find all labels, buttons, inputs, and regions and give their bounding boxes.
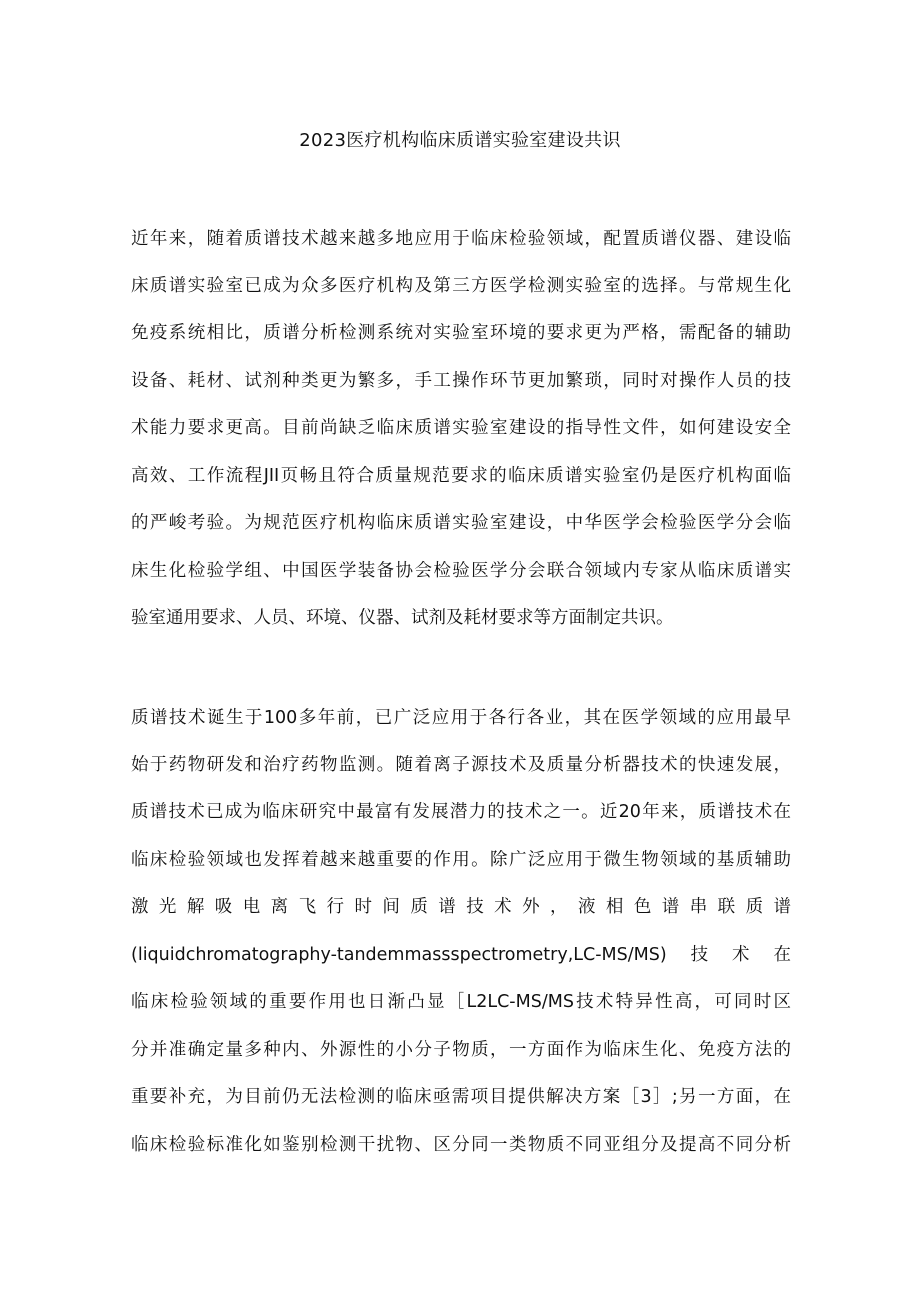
paragraph-2-line: 临床检验领域也发挥着越来越重要的作用。除广泛应用于微生物领域的基质辅助 (131, 850, 791, 870)
paragraph-2-line: 始于药物研发和治疗药物监测。随着离子源技术及质量分析器技术的快速发展， (131, 755, 791, 775)
paragraph-2-line: 分并准确定量多种内、外源性的小分子物质，一方面作为临床生化、免疫方法的 (131, 1040, 791, 1060)
document-title: 2023医疗机构临床质谱实验室建设共识 (299, 130, 621, 151)
paragraph-1-line: 床质谱实验室已成为众多医疗机构及第三方医学检测实验室的选择。与常规生化 (131, 276, 791, 296)
paragraph-1-line: 验室通用要求、人员、环境、仪器、试剂及耗材要求等方面制定共识。 (131, 608, 674, 628)
paragraph-2-line: 质谱技术已成为临床研究中最富有发展潜力的技术之一。近20年来，质谱技术在 (131, 802, 791, 822)
paragraph-1-line: 术能力要求更高。目前尚缺乏临床质谱实验室建设的指导性文件，如何建设安全 (131, 418, 791, 438)
paragraph-2-line: (liquidchromatography-tandemmassspectrometry,LC-MS/MS)技术在 (131, 945, 791, 965)
paragraph-1-line: 高效、工作流程JII页畅且符合质量规范要求的临床质谱实验室仍是医疗机构面临 (131, 466, 791, 486)
paragraph-2-line: 临床检验标准化如鉴别检测干扰物、区分同一类物质不同亚组分及提高不同分析 (131, 1135, 791, 1155)
paragraph-1-line: 近年来，随着质谱技术越来越多地应用于临床检验领域，配置质谱仪器、建设临 (131, 229, 791, 249)
paragraph-1-line: 的严峻考验。为规范医疗机构临床质谱实验室建设，中华医学会检验医学分会临 (131, 513, 791, 533)
paragraph-2-line: 激光解吸电离飞行时间质谱技术外，液相色谱串联质谱 (131, 897, 791, 917)
paragraph-2-line: 重要补充，为目前仍无法检测的临床亟需项目提供解决方案［3］;另一方面，在 (131, 1087, 791, 1107)
paragraph-2-line: 质谱技术诞生于100多年前，已广泛应用于各行各业，其在医学领域的应用最早 (131, 708, 791, 728)
paragraph-2-line: 临床检验领域的重要作用也日渐凸显［L2LC-MS/MS技术特异性高，可同时区 (131, 992, 791, 1012)
paragraph-1-line: 床生化检验学组、中国医学装备协会检验医学分会联合领域内专家从临床质谱实 (131, 561, 791, 581)
paragraph-1-line: 设备、耗材、试剂种类更为繁多，手工操作环节更加繁琐，同时对操作人员的技 (131, 371, 791, 391)
paragraph-1-line: 免疫系统相比，质谱分析检测系统对实验室环境的要求更为严格，需配备的辅助 (131, 323, 791, 343)
